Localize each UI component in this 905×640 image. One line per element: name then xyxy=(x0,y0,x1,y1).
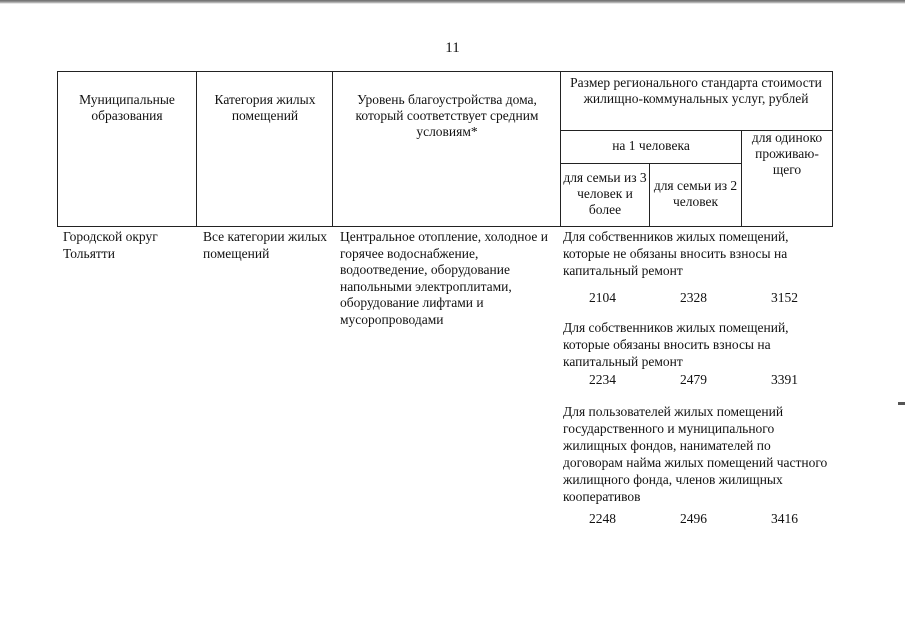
group-3-family3: 2248 xyxy=(589,511,616,526)
header-standard: Размер регионального стандарта стоимости жилищно-коммунальных услуг, рублей xyxy=(570,75,822,106)
scan-edge xyxy=(0,0,905,4)
header-family2: для семьи из 2 человек xyxy=(653,178,738,209)
group-2-family2: 2479 xyxy=(680,372,707,387)
header-municipality: Муниципальные образования xyxy=(79,92,175,123)
group-3-label: Для пользователей жилых помещений государственного и муниципального жилищных фондов, нанимателей по договорам найма жилых помещений частного жилищного фонда, членов жилищных кооперативов xyxy=(563,404,828,504)
municipality-cell: Городской округ Тольятти xyxy=(63,229,158,261)
group-1-single: 3152 xyxy=(771,290,798,305)
group-1-family3: 2104 xyxy=(589,290,616,305)
group-1-family2: 2328 xyxy=(680,290,707,305)
group-2-label: Для собственников жилых помещений, которые обязаны вносить взносы на капитальный ремонт xyxy=(563,320,789,369)
header-comfort: Уровень благоустройства дома, который соответствует средним условиям* xyxy=(355,92,539,139)
category-cell: Все категории жилых помещений xyxy=(203,229,328,261)
header-category: Категория жилых помещений xyxy=(214,92,316,123)
header-family3: для семьи из 3 человек и более xyxy=(563,170,647,217)
header-single: для одиноко проживаю-щего xyxy=(751,130,823,177)
comfort-cell: Центральное отопление, холодное и горячее водоснабжение, водоотведение, оборудование напольными электроплитами, оборудование лифтами и мусоропроводами xyxy=(340,229,548,327)
group-3-single: 3416 xyxy=(771,511,798,526)
header-per-person: на 1 человека xyxy=(612,138,690,153)
margin-mark xyxy=(898,402,905,405)
group-3-family2: 2496 xyxy=(680,511,707,526)
page-number: 11 xyxy=(445,40,460,56)
group-2-family3: 2234 xyxy=(589,372,616,387)
group-2-single: 3391 xyxy=(771,372,798,387)
group-1-label: Для собственников жилых помещений, которые не обязаны вносить взносы на капитальный ремонт xyxy=(563,229,789,278)
